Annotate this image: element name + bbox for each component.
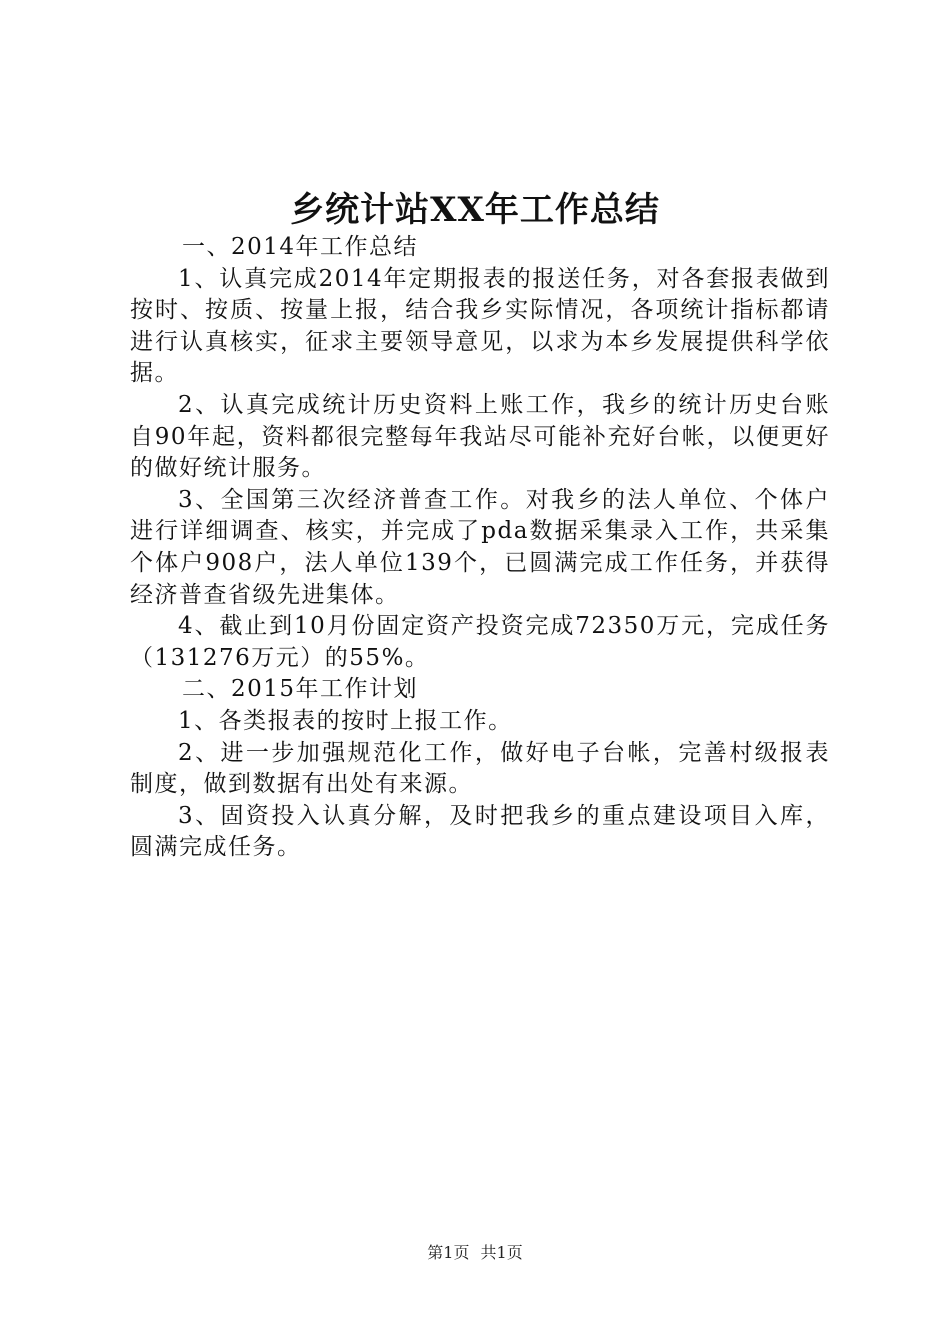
document-title: 乡统计站XX年工作总结: [290, 190, 660, 230]
document-body: [130, 232, 830, 864]
section-heading: 一、2014年工作总结: [182, 234, 419, 260]
paragraph: 3、固资投入认真分解，及时把我乡的重点建设项目入库，圆满完成任务。: [130, 802, 830, 861]
section-heading: 二、2015年工作计划: [182, 676, 419, 703]
paragraph: 1、认真完成2014年定期报表的报送任务，对各套报表做到按时、按质、按量上报，结合我乡实际情况，各项统计指标都请进行认真核实，征求主要领导意见，以求为本乡发展提供科学依据。: [130, 265, 830, 387]
paragraph: 1、各类报表的按时上报工作。: [178, 707, 513, 734]
paragraph: 2、进一步加强规范化工作，做好电子台帐，完善村级报表制度，做到数据有出处有来源。: [130, 739, 830, 798]
page-total: 共1页: [480, 1243, 523, 1262]
paragraph: 4、截止到10月份固定资产投资完成72350万元，完成任务（131276万元）的55%。: [130, 613, 830, 671]
paragraph: 3、全国第三次经济普查工作。对我乡的法人单位、个体户进行详细调查、核实，并完成了pda数据采集录入工作，共采集个体户908户，法人单位139个，已圆满完成工作任务，并获得经济普查省级先进集体。: [130, 486, 830, 608]
page-number: 第1页: [427, 1243, 470, 1262]
page-footer: [0, 1240, 950, 1263]
paragraph: 2、认真完成统计历史资料上账工作，我乡的统计历史台账自90年起，资料都很完整每年我站尽可能补充好台帐，以便更好的做好统计服务。: [130, 391, 830, 482]
